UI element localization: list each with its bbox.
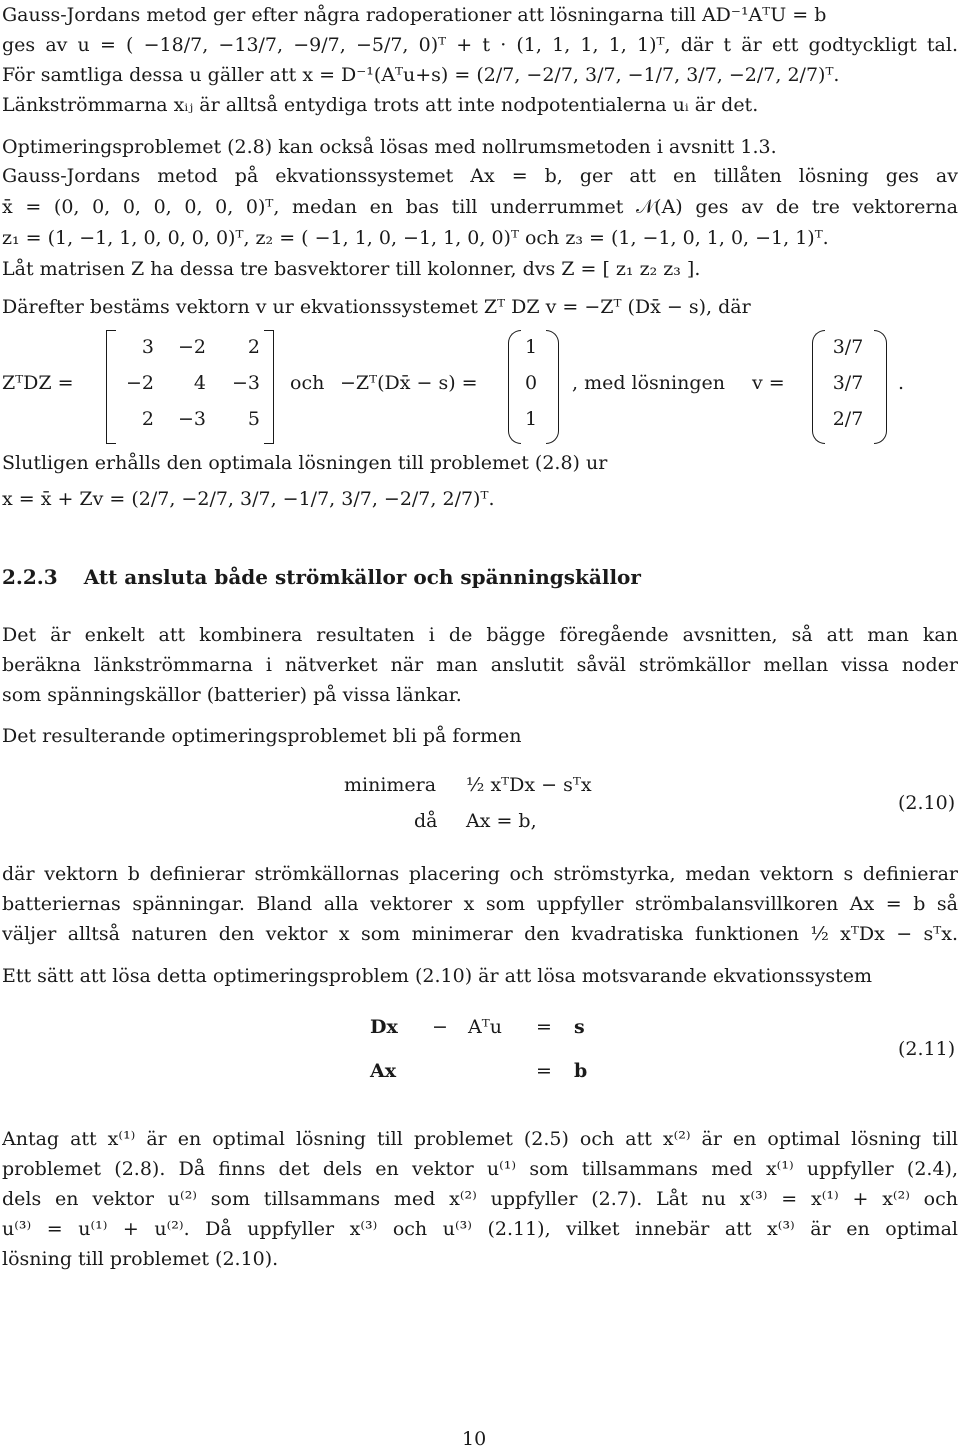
matrix-lhs-label: ZᵀDZ = xyxy=(2,372,74,394)
solution-v-label: v = xyxy=(752,372,785,394)
matrix-right-bracket xyxy=(264,330,274,444)
vector-cell: 2/7 xyxy=(832,408,864,430)
system-r2-b: b xyxy=(574,1060,588,1082)
section-heading xyxy=(2,565,641,589)
matrix-cell: 3 xyxy=(141,336,154,358)
paragraph-4: Slutligen erhålls den optimala lösningen till problemet (2.8) ur xyxy=(2,452,608,474)
equation-number-2-10: (2.10) xyxy=(898,792,956,814)
paragraph-7-line-1: där vektorn b definierar strömkällornas placering och strömstyrka, medan vektorn s definierar xyxy=(2,863,958,885)
paragraph-5-line-1: Det är enkelt att kombinera resultaten i de bägge föregående avsnitten, så att man kan xyxy=(2,624,958,646)
solution-text: , med lösningen xyxy=(572,372,726,394)
paragraph-5-line-2: beräkna länkströmmarna i nätverket när man anslutit såväl strömkällor mellan vissa noder xyxy=(2,654,958,676)
vector-cell: 3/7 xyxy=(832,336,864,358)
opt-row2-expression: Ax = b, xyxy=(466,810,537,832)
system-r1-dx: Dx xyxy=(370,1016,398,1038)
page-number: 10 xyxy=(462,1428,487,1450)
system-r1-atu: Aᵀu xyxy=(468,1016,502,1038)
opt-row1-expression: ½ xᵀDx − sᵀx xyxy=(466,774,592,796)
result-line: x = x̄ + Zv = (2/7, −2/7, 3/7, −1/7, 3/7, −2/7, 2/7)ᵀ. xyxy=(2,488,495,510)
paragraph-3: Därefter bestäms vektorn v ur ekvationssystemet Zᵀ DZ v = −Zᵀ (Dx̄ − s), där xyxy=(2,296,751,318)
paragraph-9-line-5: lösning till problemet (2.10). xyxy=(2,1248,279,1270)
paragraph-1-line-4: Länkströmmarna xᵢⱼ är alltså entydiga trots att inte nodpotentialerna uᵢ är det. xyxy=(2,94,759,116)
system-r2-ax: Ax xyxy=(370,1060,397,1082)
matrix-cell: 5 xyxy=(247,408,260,430)
matrix-cell: 2 xyxy=(247,336,260,358)
equation-number-2-11: (2.11) xyxy=(898,1038,956,1060)
paragraph-9-line-1: Antag att x⁽¹⁾ är en optimal lösning till problemet (2.5) och att x⁽²⁾ är en optimal lösning till xyxy=(2,1128,958,1150)
paragraph-2-line-2: Gauss-Jordans metod på ekvationssystemet Ax = b, ger att en tillåten lösning ges av xyxy=(2,165,958,187)
paragraph-8: Ett sätt att lösa detta optimeringsproblem (2.10) är att lösa motsvarande ekvationssystem xyxy=(2,965,872,987)
vector-v-right-paren xyxy=(874,330,887,444)
paragraph-2-line-4: z₁ = (1, −1, 1, 0, 0, 0, 0)ᵀ, z₂ = ( −1, 1, 0, −1, 1, 0, 0)ᵀ och z₃ = (1, −1, 0, 1, 0, −1, 1)ᵀ. xyxy=(2,227,829,249)
vector-cell: 1 xyxy=(524,408,538,430)
paragraph-6: Det resulterande optimeringsproblemet bli på formen xyxy=(2,725,522,747)
paragraph-1-line-3: För samtliga dessa u gäller att x = D⁻¹(Aᵀu+s) = (2/7, −2/7, 3/7, −1/7, 3/7, −2/7, 2/7)ᵀ. xyxy=(2,64,840,86)
vector-cell: 0 xyxy=(524,372,538,394)
system-r1-s: s xyxy=(574,1016,585,1038)
conjunction-och: och xyxy=(290,372,325,394)
system-r1-equals: = xyxy=(536,1016,552,1038)
opt-row2-label: då xyxy=(414,810,438,832)
matrix-cell: −2 xyxy=(125,372,154,394)
vector-rhs-label: −Zᵀ(Dx̄ − s) = xyxy=(340,372,478,394)
matrix-cell: −3 xyxy=(177,408,206,430)
matrix-cell: −3 xyxy=(231,372,260,394)
system-r2-equals: = xyxy=(536,1060,552,1082)
vector-rhs-right-paren xyxy=(546,330,559,444)
matrix-equation xyxy=(0,328,960,444)
paragraph-2-line-1: Optimeringsproblemet (2.8) kan också lösas med nollrumsmetoden i avsnitt 1.3. xyxy=(2,136,777,158)
system-r1-minus: − xyxy=(432,1016,448,1038)
paragraph-9-line-3: dels en vektor u⁽²⁾ som tillsammans med x⁽²⁾ uppfyller (2.7). Låt nu x⁽³⁾ = x⁽¹⁾ + x⁽²⁾ och xyxy=(2,1188,958,1210)
paragraph-5-line-3: som spänningskällor (batterier) på vissa länkar. xyxy=(2,684,462,706)
section-title: Att ansluta både strömkällor och spänningskällor xyxy=(83,565,641,589)
section-number: 2.2.3 xyxy=(2,565,58,589)
matrix-cell: 2 xyxy=(141,408,154,430)
paragraph-2-line-5: Låt matrisen Z ha dessa tre basvektorer till kolonner, dvs Z = [ z₁ z₂ z₃ ]. xyxy=(2,258,701,280)
paragraph-9-line-2: problemet (2.8). Då finns det dels en vektor u⁽¹⁾ som tillsammans med x⁽¹⁾ uppfyller (2.4), xyxy=(2,1158,958,1180)
matrix-cell: 4 xyxy=(193,372,206,394)
matrix-3x3 xyxy=(112,328,282,444)
vector-cell: 1 xyxy=(524,336,538,358)
paragraph-1-line-1: Gauss-Jordans metod ger efter några radoperationer att lösningarna till AD⁻¹AᵀU = b xyxy=(2,4,827,26)
paragraph-7-line-3: väljer alltså naturen den vektor x som minimerar den kvadratiska funktionen ½ xᵀDx − sᵀx. xyxy=(2,923,958,945)
paragraph-2-line-3: x̄ = (0, 0, 0, 0, 0, 0, 0)ᵀ, medan en bas till underrummet 𝒩(A) ges av de tre vektorerna xyxy=(2,196,958,218)
vector-cell: 3/7 xyxy=(832,372,864,394)
equation-period: . xyxy=(898,372,905,394)
matrix-cell: −2 xyxy=(177,336,206,358)
paragraph-9-line-4: u⁽³⁾ = u⁽¹⁾ + u⁽²⁾. Då uppfyller x⁽³⁾ och u⁽³⁾ (2.11), vilket innebär att x⁽³⁾ är en optimal xyxy=(2,1218,958,1240)
paragraph-1-line-2: ges av u = ( −18/7, −13/7, −9/7, −5/7, 0)ᵀ + t · (1, 1, 1, 1, 1)ᵀ, där t är ett godtyckligt tal. xyxy=(2,34,958,56)
opt-row1-label: minimera xyxy=(344,774,437,796)
vector-v xyxy=(820,328,880,444)
paragraph-7-line-2: batteriernas spänningar. Bland alla vektorer x som uppfyller strömbalansvillkoren Ax = b så xyxy=(2,893,958,915)
